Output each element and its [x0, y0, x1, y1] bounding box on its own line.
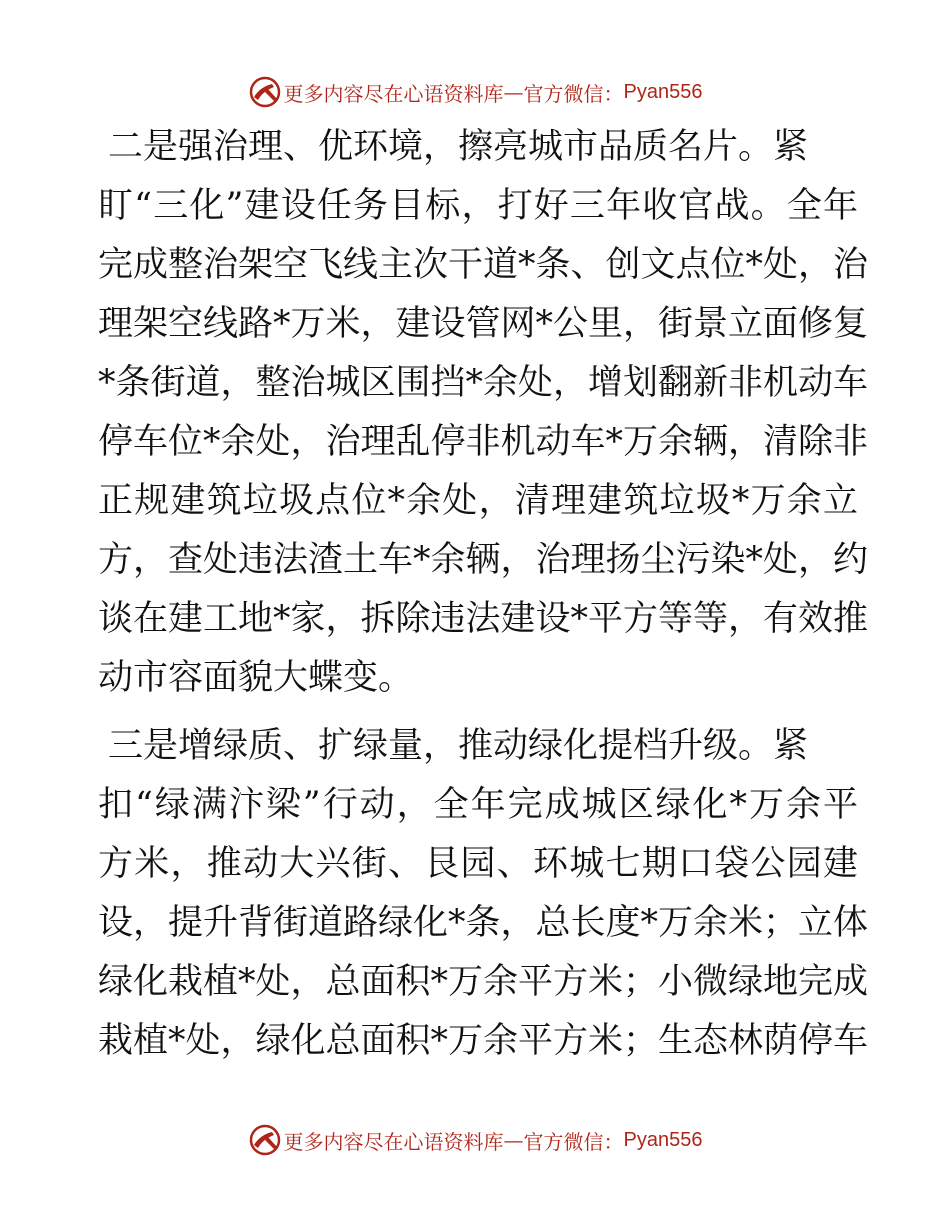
- watermark-main-text: 更多内容尽在心语资料库: [283, 81, 504, 106]
- paragraph-line: 设，提升背街道路绿化*条，总长度*万余米；立体: [98, 903, 869, 943]
- paragraph-line: 理架空线路*万米，建设管网*公里，街景立面修复: [98, 304, 869, 344]
- paragraph-line: 正规建筑垃圾点位*余处，清理建筑垃圾*万余立: [98, 481, 858, 521]
- pen-logo-icon: [248, 1123, 282, 1157]
- paragraph-line: 方，查处违法渣土车*余辆，治理扬尘污染*处，约: [98, 540, 869, 580]
- paragraph-governance: [98, 118, 869, 708]
- paragraph-line: 栽植*处，绿化总面积*万余平方米；生态林荫停车: [98, 1021, 869, 1061]
- paragraph-line: 完成整治架空飞线主次干道*条、创文点位*处，治: [98, 245, 869, 285]
- footer-watermark: [0, 1120, 950, 1160]
- paragraph-line: *条街道，整治城区围挡*余处，增划翻新非机动车: [98, 363, 869, 403]
- header-watermark: [0, 72, 950, 112]
- watermark-main-text: 更多内容尽在心语资料库: [283, 1129, 504, 1154]
- paragraph-line: 谈在建工地*家，拆除违法建设*平方等等，有效推: [98, 599, 869, 639]
- paragraph-line: 三是增绿质、扩绿量，推动绿化提档升级。紧: [108, 726, 809, 766]
- paragraph-line: 停车位*余处，治理乱停非机动车*万余辆，清除非: [98, 422, 869, 462]
- watermark-wechat-id: Pyan556: [623, 1128, 703, 1151]
- watermark-wechat-id: Pyan556: [623, 80, 703, 103]
- paragraph-line: 盯“三化”建设任务目标，打好三年收官战。全年: [98, 186, 858, 226]
- watermark-separator: —: [503, 1128, 524, 1152]
- paragraph-line: 方米，推动大兴街、艮园、环城七期口袋公园建: [98, 844, 858, 884]
- paragraph-line: 动市容面貌大蝶变。: [98, 658, 414, 698]
- paragraph-line: 绿化栽植*处，总面积*万余平方米；小微绿地完成: [98, 962, 869, 1002]
- watermark-wechat-label: 官方微信：: [523, 1129, 624, 1154]
- watermark-wechat-label: 官方微信：: [523, 81, 624, 106]
- pen-logo-icon: [248, 75, 282, 109]
- paragraph-line: 扣“绿满汴梁”行动，全年完成城区绿化*万余平: [98, 785, 858, 825]
- watermark-separator: —: [503, 80, 524, 104]
- paragraph-line: 二是强治理、优环境，擦亮城市品质名片。紧: [108, 127, 809, 167]
- paragraph-greening: [98, 717, 869, 1071]
